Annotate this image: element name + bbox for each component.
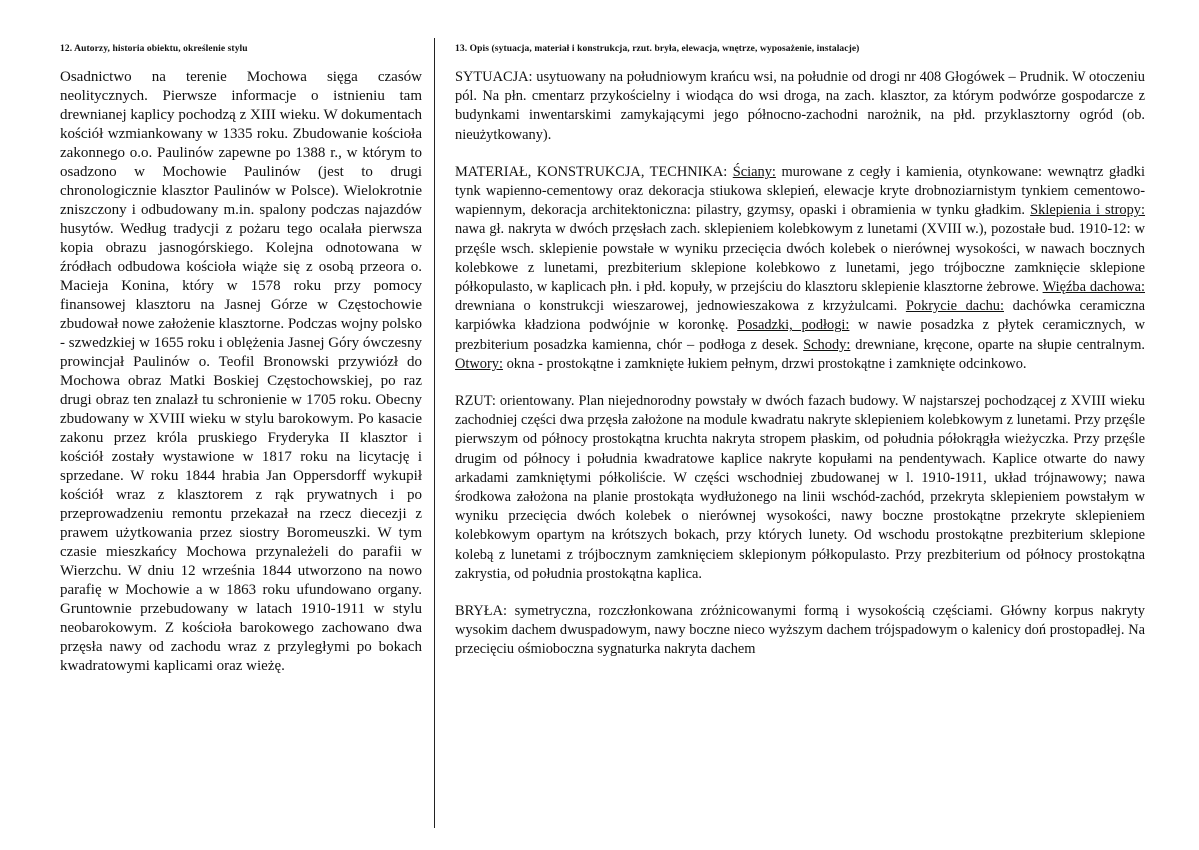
bryla-paragraph: BRYŁA: symetryczna, rozczłonkowana zróżnicowanymi formą i wysokością częściami. Główny korpus nakryty wysokim dachem dwuspadowym, nawy boczne nieco wyższym dachem trójspadowym o kalenicy doń prostopadłej. Na przecięciu ośmioboczna sygnaturka nakryta dachem xyxy=(455,603,1145,658)
sklepienia-text: nawa gł. nakryta w dwóch przęsłach zach. sklepieniem kolebkowym z lunetami (XVIII w.), pozostałe bud. 1910-12: w przęśle wsch. sklepienie powstałe w wyniku przecięcia dwóch kolebek o nierównej wysokości, w nawach bocznych kolebkowe z lunetami, prezbiterium sklepione kolebkowo z lunetami, jego trójboczne zamknięcie sklepione półkopulasto, w kaplicach płn. i płd. kopuły, w przejściu do klasztoru sklepienie klasztorne żebrowe. xyxy=(455,221,1145,296)
posadzki-label: Posadzki, podłogi: xyxy=(737,317,850,334)
posadzki-text: w nawie posadzka z płytek ceramicznych, w prezbiterium posadzka kamienna, chór – podłoga z desek. xyxy=(455,317,1145,353)
left-column xyxy=(60,38,422,676)
history-text: Osadnictwo na terenie Mochowa sięga czasów neolitycznych. Pierwsze informacje o istnieniu tam drewnianej kaplicy pochodzą z XIII wieku. W dokumentach kościół wzmiankowany w 1335 roku. Zbudowanie kościoła zakonnego o.o. Paulinów zapewne po 1388 r., w którym to osadzono w Mochowie Paulinów (jest to drugi chronologicznie klasztor Paulinów w Polsce). Wielokrotnie zniszczony i odbudowany m.in. spalony podczas najazdów husytów. Według tradycji z pożaru tego ocalała pierwsza kopia obrazu jasnogórskiego. Kolejna odnotowana w źródłach odbudowa kościoła wiąże się z osobą przeora o. Macieja Konina, który w 1578 roku przy pomocy finansowej klasztoru na Jasnej Górze w Częstochowie zbudował nowe założenie klasztorne. Podczas wojny polsko - szwedzkiej w 1655 roku i oblężenia Jasnej Góry ówczesny prowincjał Paulinów o. Teofil Bronowski przywiózł do Mochowa obraz Matki Boskiej Częstochowskiej, po raz drugi obraz ten znalazł tu schronienie w 1705 roku. Obecny zbudowany w XVIII wieku w stylu barokowym. Po kasacie zakonu przez króla pruskiego Fryderyka II klasztor i kościół zostały wystawione w 1817 roku na licytację i sprzedane. W roku 1844 hrabia Jan Oppersdorff wykupił kościół wraz z klasztorem z rąk prywatnych i po przeprowadzeniu remontu przekazał na rzecz diecezji z prawem użytkowania przez siostry Boromeuszki. W tym czasie mieszkańcy Mochowa przynależeli do parafii w Wierzchu. W dniu 12 września 1844 utworzono na nowo parafię w Mochowie a w 1863 roku ufundowano organy. Gruntownie przebudowany w latach 1910-1911 w stylu neobarokowym. Z kościoła barokowego zachowano dwa przęsła nawy od zachodu wraz z przyległymi po bokach kwadratowymi kaplicami oraz wieżę. xyxy=(60,69,422,674)
sytuacja-paragraph: SYTUACJA: usytuowany na południowym krańcu wsi, na południe od drogi nr 408 Głogówek – Prudnik. W otoczeniu pól. Na płn. cmentarz przykościelny i wiodąca do wsi droga, na zach. klasztor, za którym podwórze gospodarcze z budynkami inwentarskimi zamykającymi jego północno-zachodni narożnik, na płd. przyklasztorny ogród (ob. nieużytkowany). xyxy=(455,69,1145,143)
wiezba-text: drewniana o konstrukcji wieszarowej, jednowieszakowa z krzyżulcami. xyxy=(455,298,906,315)
otwory-label: Otwory: xyxy=(455,355,503,372)
sklepienia-label: Sklepienia i stropy: xyxy=(1030,202,1146,219)
pokrycie-label: Pokrycie dachu: xyxy=(905,298,1004,315)
pokrycie-text: dachówka ceramiczna karpiówka kładziona podwójnie w koronkę. xyxy=(455,298,1145,334)
section-12-heading: 12. Autorzy, historia obiektu, określenie stylu xyxy=(60,44,248,54)
schody-label: Schody: xyxy=(803,336,851,353)
right-column xyxy=(455,38,1145,678)
column-divider xyxy=(434,38,435,828)
material-paragraph xyxy=(455,163,1145,374)
section-13-heading: 13. Opis (sytuacja, materiał i konstrukcja, rzut. bryła, elewacja, wnętrze, wyposażenie, instalacje) xyxy=(455,44,860,54)
schody-text: drewniane, kręcone, oparte na słupie centralnym. xyxy=(850,336,1145,353)
sciany-text: murowane z cegły i kamienia, otynkowane: wewnątrz gładki tynk wapienno-cementowy oraz dekoracja stiukowa sklepień, elewacje kryte drobnoziarnistym tynkiem cementowo-wapiennym, dekoracja architektoniczna: pilastry, gzymsy, opaski i obramienia w tynku gładkim. xyxy=(455,163,1145,219)
material-intro: MATERIAŁ, KONSTRUKCJA, TECHNIKA: xyxy=(455,163,733,180)
sciany-label: Ściany: xyxy=(732,163,776,180)
wiezba-label: Więźba dachowa: xyxy=(1042,279,1145,296)
rzut-paragraph: RZUT: orientowany. Plan niejednorodny powstały w dwóch fazach budowy. W najstarszej pochodzącej z XVIII wieku zachodniej części dwa przęsła założone na module kwadratu nakryte sklepieniem kolebkowym z lunetami. Przy przęśle pierwszym od północy prostokątna kruchta nakryta stropem płaskim, od południa półokrągła wieżyczka. Przy przęśle drugim od północy i południa kwadratowe kaplice nakryte kopułami na pendentywach. Kaplice otwarte do nawy arkadami zamkniętymi półkoliście. W części wschodniej zbudowanej w l. 1910-1911, układ trójnawowy; nawa środkowa założona na planie prostokąta wydłużonego na linii wschód-zachód, przekryta sklepieniem powstałym w wyniku przecięcia dwóch kolebek o nierównej wysokości, nawy boczne prostokątne przekryte sklepieniem kolebkowym opartym na krótszych bokach, przy których lunety. Od wschodu prostokątne prezbiterium sklepione kolebą z lunetami z trójbocznym zamknięciem sklepionym półkopulasto. Przy prezbiterium od północy prostokątna zakrystia, od południa prostokątna kaplica. xyxy=(455,393,1145,582)
otwory-text: okna - prostokątne i zamknięte łukiem pełnym, drzwi prostokątne i zamknięte odcinkowo. xyxy=(502,355,1027,372)
